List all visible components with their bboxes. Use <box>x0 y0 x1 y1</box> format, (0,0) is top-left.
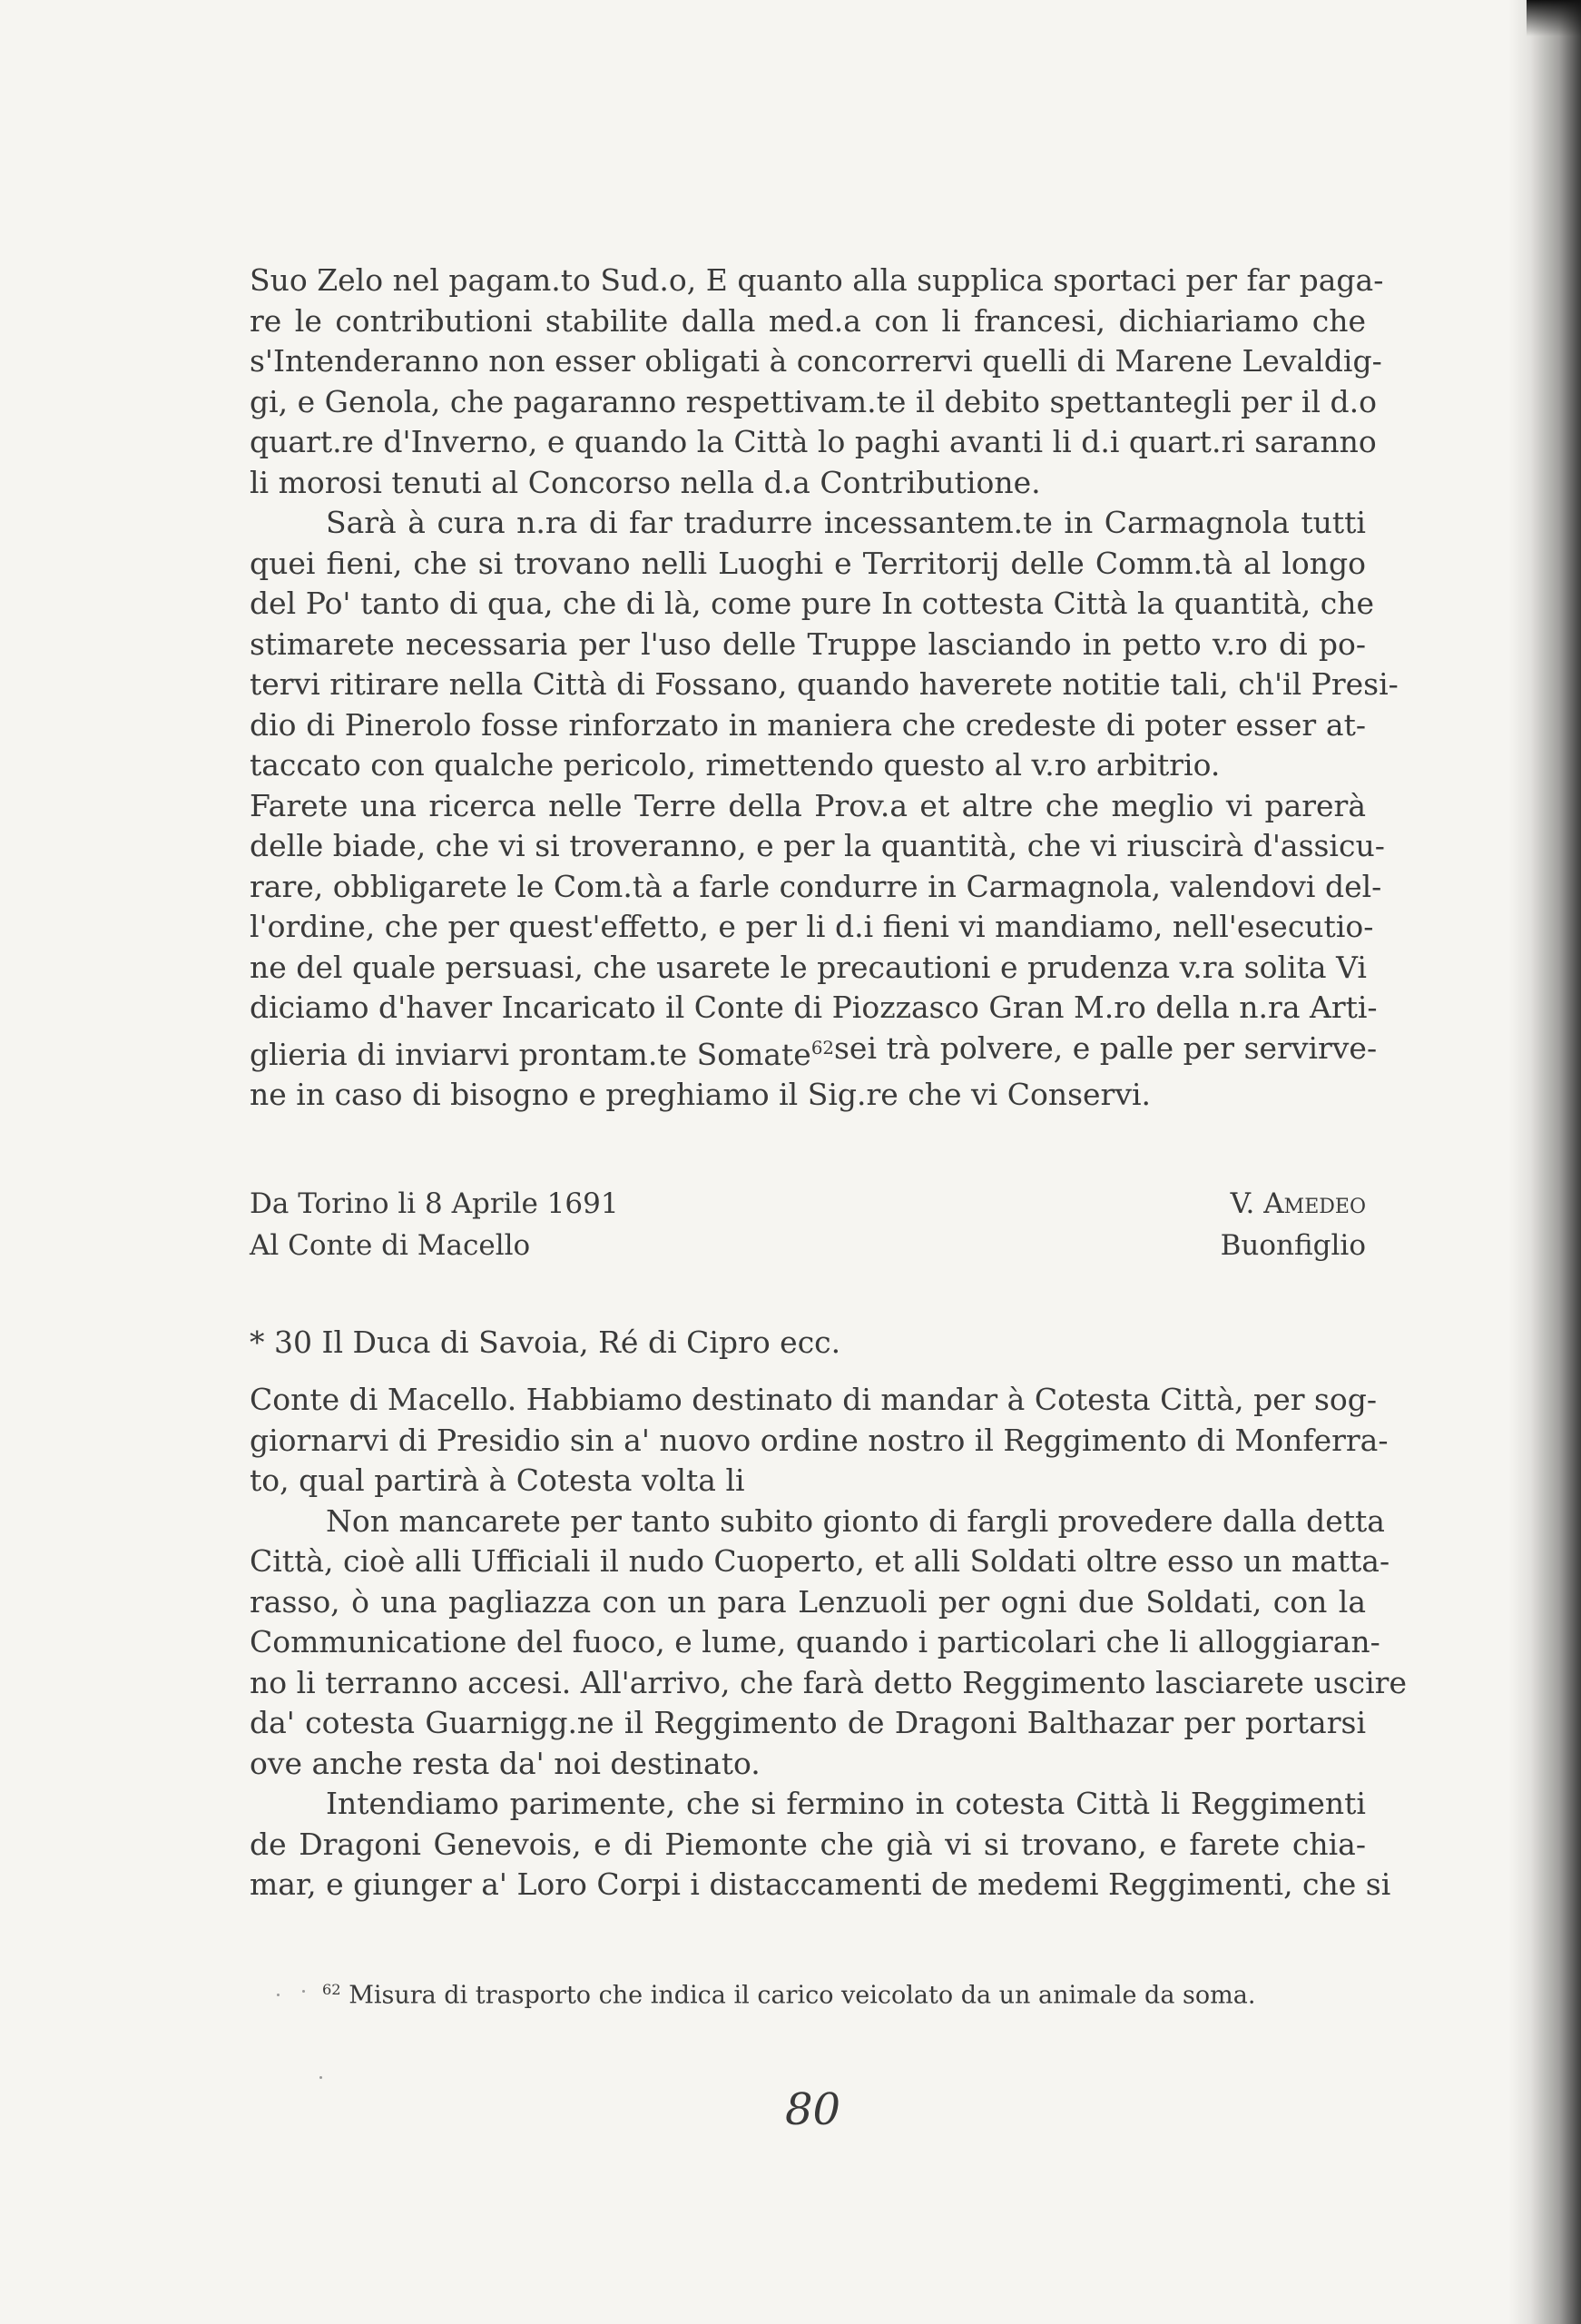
text-line: rasso, ò una pagliazza con un para Lenzuoli per ogni due Soldati, con la <box>250 1583 1366 1620</box>
text-line: taccato con qualche pericolo, rimettendo questo al v.ro arbitrio. <box>250 747 1221 783</box>
text-line: no li terranno accesi. All'arrivo, che farà detto Reggimento lasciarete uscire <box>250 1664 1407 1700</box>
signer-initial: V. <box>1230 1187 1264 1220</box>
binding-shadow-top <box>1527 0 1581 36</box>
signer <box>1231 1184 1366 1224</box>
text-line: quart.re d'Inverno, e quando la Città lo paghi avanti li d.i quart.ri saranno <box>250 424 1377 459</box>
text-line: ne in caso di bisogno e preghiamo il Sig.re che vi Conservi. <box>250 1076 1152 1112</box>
text-line: tervi ritirare nella Città di Fossano, quando haverete notitie tali, ch'il Presi- <box>250 666 1399 702</box>
text-line: Sarà à cura n.ra di far tradurre incessantem.te in Carmagnola tutti <box>326 505 1366 540</box>
text-line: dio di Pinerolo fosse rinforzato in maniera che credeste di poter esser at- <box>250 706 1366 743</box>
text-line: ove anche resta da' noi destinato. <box>250 1745 761 1781</box>
text-line: Farete una ricerca nelle Terre della Prov.a et altre che meglio vi parerà <box>250 787 1366 823</box>
text-segment: glieria di inviarvi prontam.te Somate <box>250 1036 811 1072</box>
text-line: Città, cioè alli Ufficiali il nudo Cuoperto, et alli Soldati oltre esso un matta- <box>250 1543 1390 1579</box>
speck <box>302 1990 305 1993</box>
speck <box>277 1994 280 1996</box>
speck <box>319 2076 322 2079</box>
text-line: diciamo d'haver Incaricato il Conte di Piozzasco Gran M.ro della n.ra Arti- <box>250 990 1378 1025</box>
text-line: de Dragoni Genevois, e di Piemonte che già vi si trovano, e farete chia- <box>250 1826 1366 1862</box>
letter-body-1 <box>250 261 1399 1115</box>
secretary: Buonfiglio <box>1220 1229 1366 1262</box>
text-line: li morosi tenuti al Concorso nella d.a Contributione. <box>250 464 1041 500</box>
text-line: ne del quale persuasi, che usarete le precautioni e prudenza v.ra solita Vi <box>250 949 1367 985</box>
page-number: 80 <box>785 2084 841 2135</box>
text-line: re le contributioni stabilite dalla med.a con li francesi, dichiariamo che <box>250 302 1366 339</box>
place-date: Da Torino li 8 Aprile 1691 <box>250 1187 619 1220</box>
text-line: Suo Zelo nel pagam.to Sud.o, E quanto alla supplica sportaci per far paga- <box>250 262 1384 298</box>
binding-shadow <box>1508 0 1581 2324</box>
text-line: s'Intenderanno non esser obligati à concorrervi quelli di Marene Levaldig- <box>250 343 1382 379</box>
signature-row-1 <box>250 1184 1366 1224</box>
footnote-number: 62 <box>322 1981 341 1998</box>
text-line: del Po' tanto di qua, che di là, come pure In cottesta Città la quantità, che <box>250 586 1375 621</box>
text-line: Communicatione del fuoco, e lume, quando i particolari che li alloggiaran- <box>250 1624 1380 1659</box>
text-line: giornarvi di Presidio sin a' nuovo ordine nostro il Reggimento di Monferra- <box>250 1422 1389 1458</box>
text-line: l'ordine, che per quest'effetto, e per li d.i fieni vi mandiamo, nell'esecutio- <box>250 909 1374 944</box>
text-line: stimarete necessaria per l'uso delle Truppe lasciando in petto v.ro di po- <box>250 625 1366 662</box>
signer-name: Amedeo <box>1263 1187 1366 1220</box>
signature-row-2 <box>250 1226 1366 1265</box>
letter-body-2 <box>250 1380 1407 1905</box>
text-line: delle biade, che vi si troveranno, e per la quantità, che vi riuscirà d'assicu- <box>250 828 1385 863</box>
text-line: mar, e giunger a' Loro Corpi i distaccamenti de medemi Reggimenti, che si <box>250 1866 1391 1902</box>
text-line: to, qual partirà à Cotesta volta li <box>250 1462 745 1498</box>
addressee: Al Conte di Macello <box>250 1229 531 1262</box>
footnote-text: Misura di trasporto che indica il carico veicolato da un animale da soma. <box>340 1981 1256 2010</box>
footnote-ref: 62 <box>810 1037 834 1059</box>
text-line: quei fieni, che si trovano nelli Luoghi e Territorij delle Comm.tà al longo <box>250 545 1366 581</box>
text-line: Intendiamo parimente, che si fermino in cotesta Città li Reggimenti <box>326 1786 1366 1821</box>
text-line: Conte di Macello. Habbiamo destinato di mandar à Cotesta Città, per sog- <box>250 1382 1378 1417</box>
text-line-with-footnote <box>250 1029 1378 1075</box>
text-line: rare, obbligarete le Com.tà a farle condurre in Carmagnola, valendovi del- <box>250 868 1382 904</box>
text-line: da' cotesta Guarnigg.ne il Reggimento de Dragoni Balthazar per portarsi <box>250 1705 1366 1740</box>
text-line: gi, e Genola, che pagaranno respettivam.te il debito spettantegli per il d.o <box>250 383 1378 419</box>
document-heading: * 30 Il Duca di Savoia, Ré di Cipro ecc. <box>250 1324 841 1360</box>
footnote <box>322 1981 1255 2010</box>
text-line: Non mancarete per tanto subito gionto di fargli provedere dalla detta <box>326 1502 1385 1539</box>
text-segment: sei trà polvere, e palle per servirve- <box>834 1029 1378 1066</box>
